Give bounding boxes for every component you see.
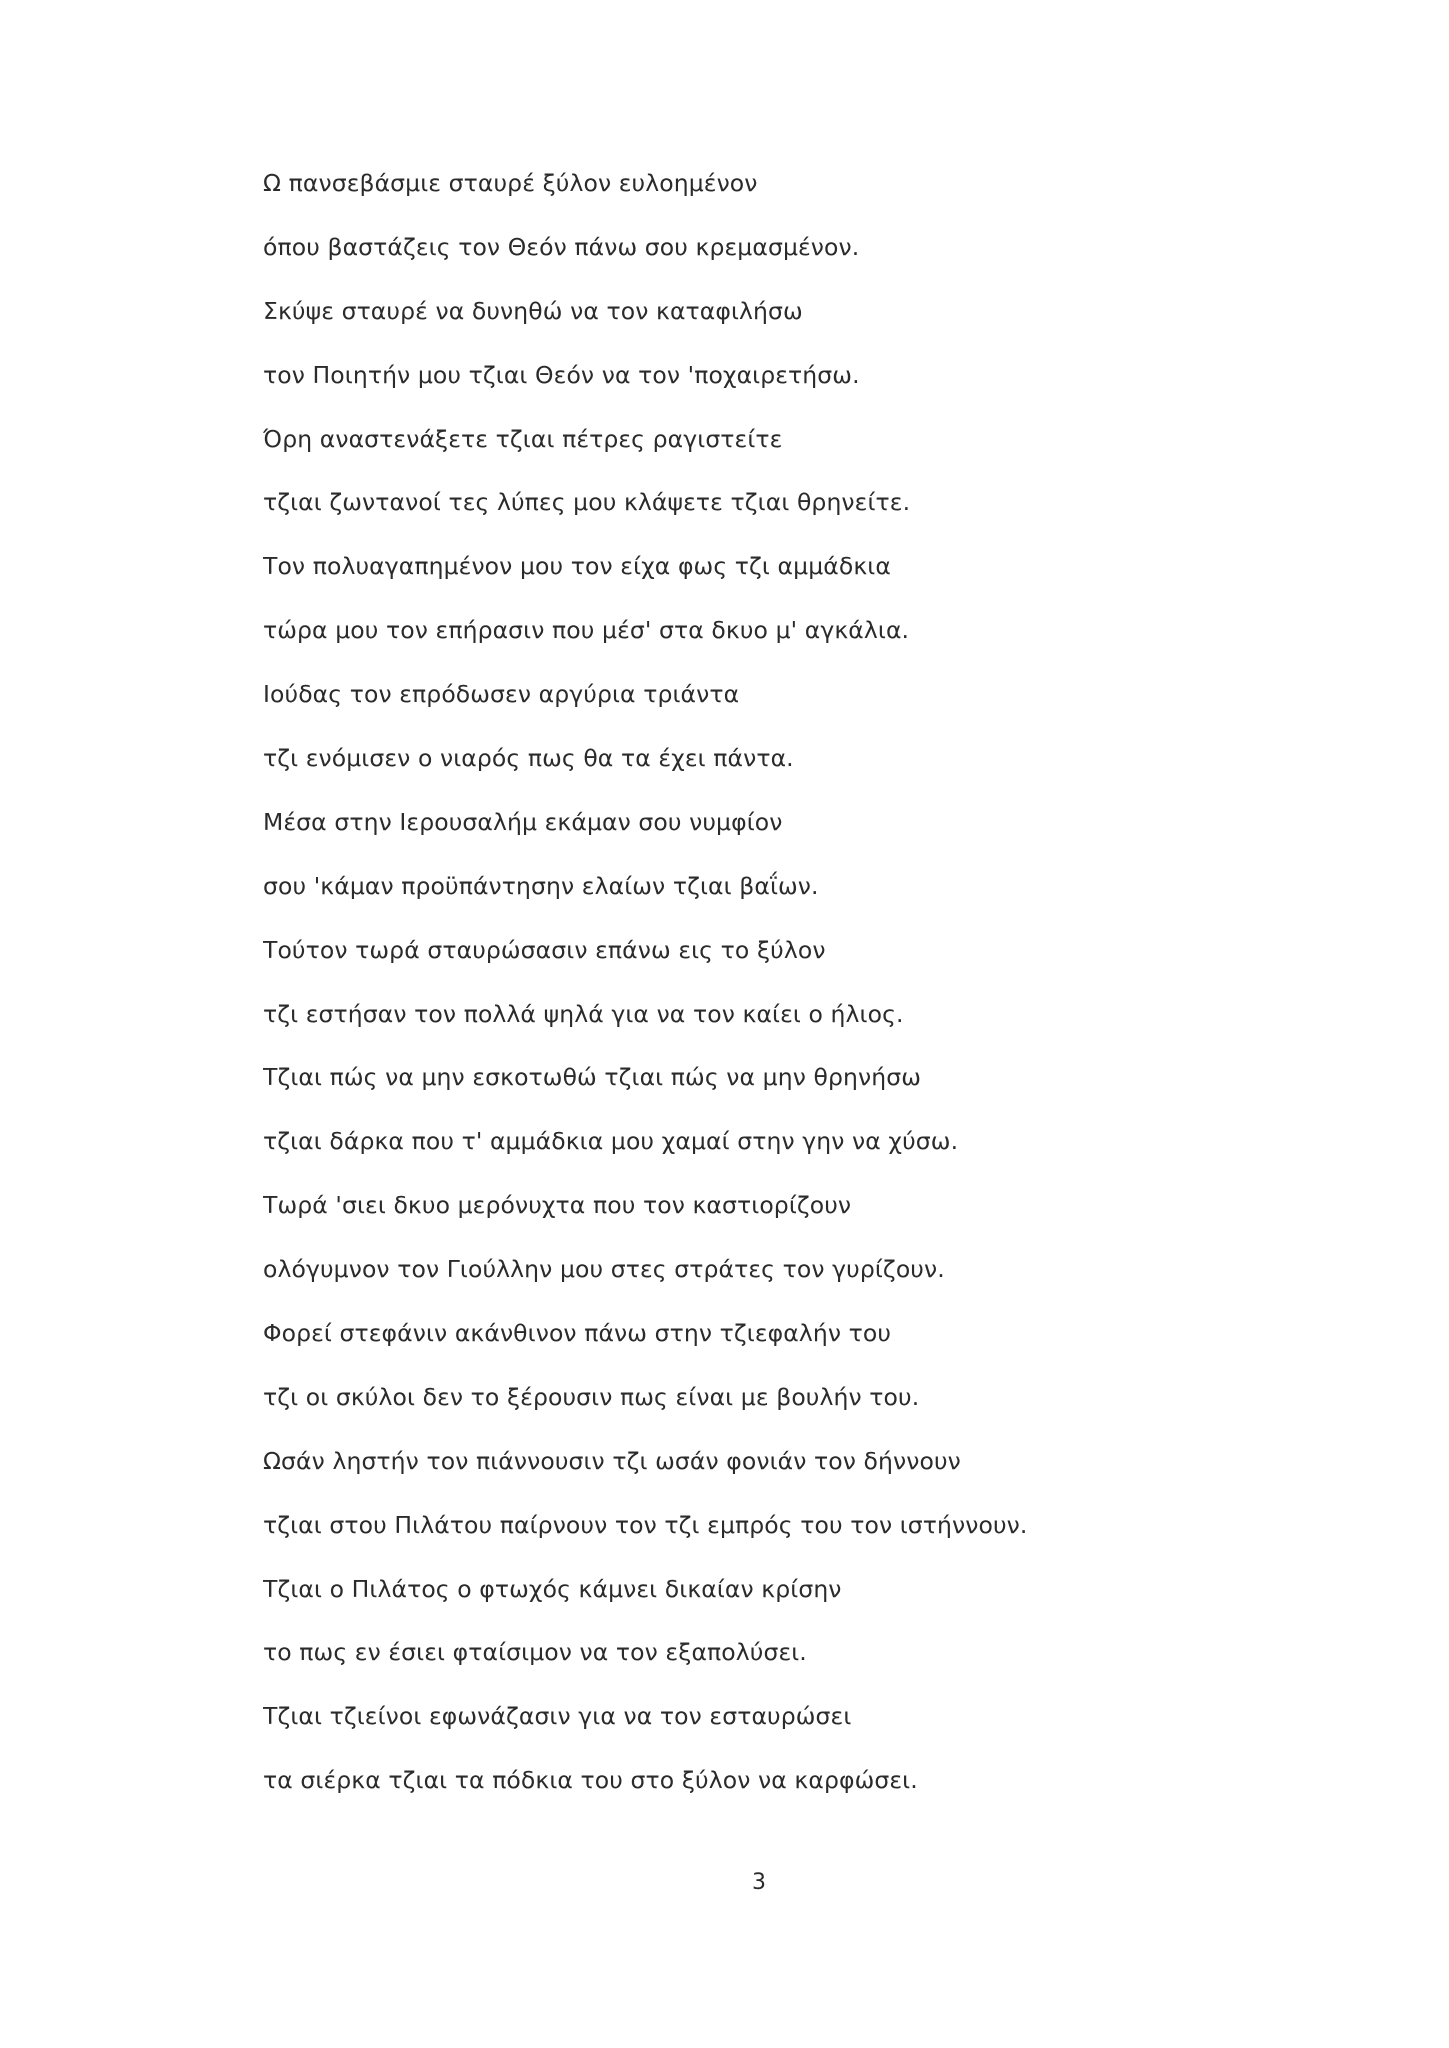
poem-line: όπου βαστάζεις τον Θεόν πάνω σου κρεμασμένον. bbox=[263, 232, 860, 261]
poem-line: τα σιέρκα τζιαι τα πόδκια του στο ξύλον να καρφώσει. bbox=[263, 1766, 918, 1795]
poem-line: Τωρά 'σιει δκυο μερόνυχτα που τον καστιορίζουν bbox=[263, 1191, 852, 1220]
page-number: 3 bbox=[752, 1870, 766, 1895]
poem-line: τζιαι ζωντανοί τες λύπες μου κλάψετε τζιαι θρηνείτε. bbox=[263, 488, 911, 517]
poem-line: Τζιαι ο Πιλάτος ο φτωχός κάμνει δικαίαν κρίσην bbox=[263, 1574, 842, 1603]
poem-line: Τζιαι τζιείνοι εφωνάζασιν για να τον εσταυρώσει bbox=[263, 1702, 852, 1731]
poem-line: τζι ενόμισεν ο νιαρός πως θα τα έχει πάντα. bbox=[263, 744, 794, 773]
poem-line: Ιούδας τον επρόδωσεν αργύρια τριάντα bbox=[263, 680, 740, 709]
poem-line: σου 'κάμαν προϋπάντησην ελαίων τζιαι βαΐων. bbox=[263, 871, 819, 900]
poem-line: Όρη αναστενάξετε τζιαι πέτρες ραγιστείτε bbox=[263, 424, 783, 453]
poem-line: ολόγυμνον τον Γιούλλην μου στες στράτες τον γυρίζουν. bbox=[263, 1255, 945, 1284]
poem-line: τον Ποιητήν μου τζιαι Θεόν να τον 'ποχαιρετήσω. bbox=[263, 360, 860, 389]
poem-line: Φορεί στεφάνιν ακάνθινον πάνω στην τζιεφαλήν του bbox=[263, 1319, 892, 1348]
poem-line: Ωσάν ληστήν τον πιάννουσιν τζι ωσάν φονιάν τον δήννουν bbox=[263, 1446, 961, 1475]
poem-line: Ω πανσεβάσμιε σταυρέ ξύλον ευλοημένον bbox=[263, 169, 758, 197]
poem-line: τζι εστήσαν τον πολλά ψηλά για να τον καίει ο ήλιος. bbox=[263, 999, 904, 1028]
poem-text bbox=[263, 169, 1359, 1845]
poem-line: τζιαι στου Πιλάτου παίρνουν τον τζι εμπρός του τον ιστήννουν. bbox=[263, 1510, 1028, 1539]
poem-line: Μέσα στην Ιερουσαλήμ εκάμαν σου νυμφίον bbox=[263, 807, 783, 836]
poem-line: τώρα μου τον επήρασιν που μέσ' στα δκυο μ' αγκάλια. bbox=[263, 616, 910, 645]
poem-line: το πως εν έσιει φταίσιμον να τον εξαπολύσει. bbox=[263, 1638, 807, 1667]
poem-line: τζι οι σκύλοι δεν το ξέρουσιν πως είναι με βουλήν του. bbox=[263, 1382, 920, 1411]
poem-line: Σκύψε σταυρέ να δυνηθώ να τον καταφιλήσω bbox=[263, 296, 803, 325]
poem-line: τζιαι δάρκα που τ' αμμάδκια μου χαμαί στην γην να χύσω. bbox=[263, 1127, 959, 1156]
poem-line: Τούτον τωρά σταυρώσασιν επάνω εις το ξύλον bbox=[263, 935, 826, 964]
poem-line: Τον πολυαγαπημένον μου τον είχα φως τζι αμμάδκια bbox=[263, 552, 891, 581]
poem-line: Τζιαι πώς να μην εσκοτωθώ τζιαι πώς να μην θρηνήσω bbox=[263, 1063, 921, 1092]
